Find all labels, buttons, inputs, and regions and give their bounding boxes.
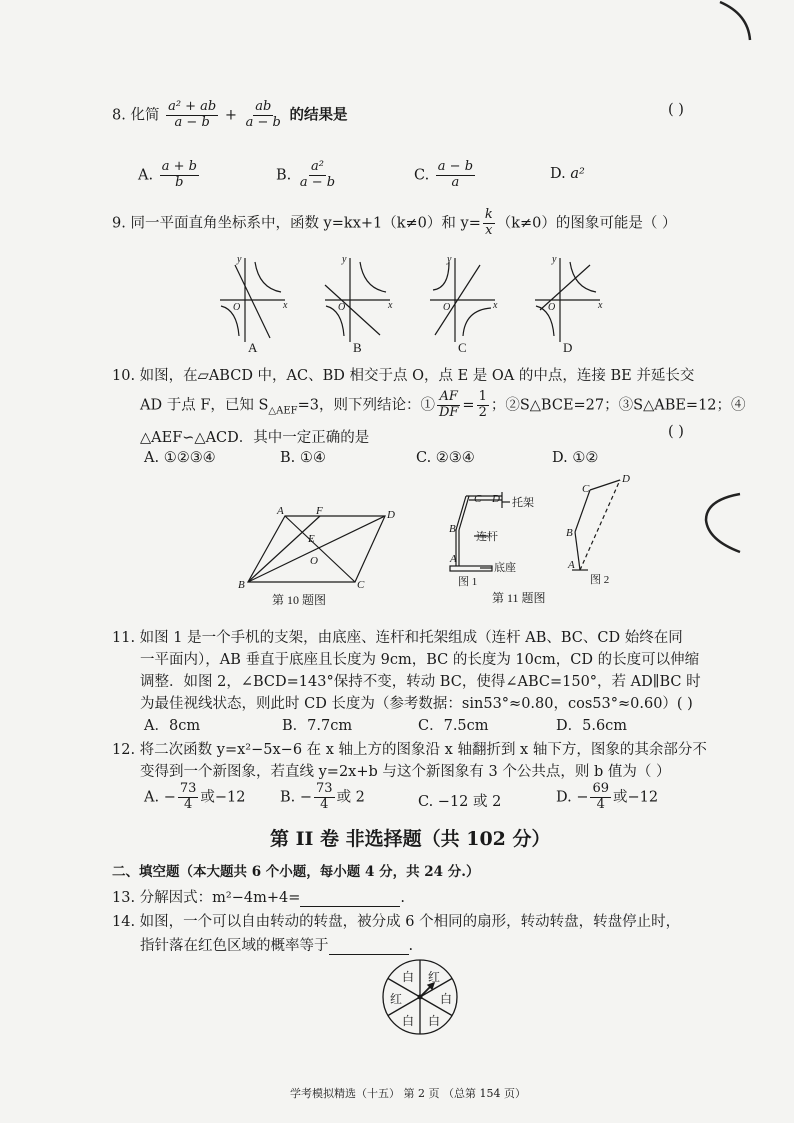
sector-6: 红 xyxy=(389,992,403,1006)
q8-answer-paren: ( ) xyxy=(668,102,684,118)
svg-text:连杆: 连杆 xyxy=(476,531,498,543)
q14-spinner xyxy=(378,955,462,1039)
fig10-parallelogram xyxy=(230,504,410,608)
svg-text:O: O xyxy=(443,302,451,313)
sector-4: 白 xyxy=(427,1014,441,1028)
svg-text:B: B xyxy=(566,527,573,539)
q11-option-c: C．7.5cm xyxy=(418,718,489,734)
svg-text:D: D xyxy=(622,473,630,485)
svg-text:A: A xyxy=(450,553,457,565)
page-edge-marks xyxy=(700,0,794,560)
q9-label-a: A xyxy=(248,340,258,355)
svg-text:y: y xyxy=(552,254,557,265)
svg-text:托架: 托架 xyxy=(512,497,534,509)
sector-5: 白 xyxy=(401,1014,415,1028)
svg-text:x: x xyxy=(598,300,603,311)
sector-1: 白 xyxy=(401,970,415,984)
sector-2: 红 xyxy=(427,970,441,984)
q12-option-d: D. − $\frac{69}{4}$ 或−12 xyxy=(556,781,659,812)
svg-text:A: A xyxy=(568,559,575,571)
svg-text:O: O xyxy=(548,302,556,313)
q11-line4: 为最佳视线状态，则此时 CD 长度为（参考数据：sin53°≈0.80，cos53°≈0.60）( ) xyxy=(140,696,693,712)
svg-text:C: C xyxy=(357,579,365,591)
q9-graphs xyxy=(215,250,605,355)
q11-line1: 11. 如图 1 是一个手机的支架，由底座、连杆和托架组成（连杆 AB、BC、CD 始终在同 xyxy=(112,630,683,646)
q9-graph-a xyxy=(220,258,285,342)
q12-option-c: C. −12 或 2 xyxy=(418,794,502,810)
q9-label-c: C xyxy=(458,340,467,355)
q11-option-d: D．5.6cm xyxy=(556,718,628,734)
q8-stem: 8. 化简 $\frac{\text{a² + ab}}{a - b}$ + $\frac{ab}{a - b}$ 的结果是 xyxy=(112,99,348,130)
q11-option-a: A．8cm xyxy=(144,718,201,734)
q11-line3: 调整．如图 2，∠BCD=143°保持不变，转动 BC，使得∠ABC=150°，若 AD∥BC 时 xyxy=(140,674,701,690)
q10-option-c: C. ②③④ xyxy=(416,450,475,466)
svg-text:C: C xyxy=(582,483,590,495)
q12-option-b: B. − $\frac{73}{4}$ 或 2 xyxy=(280,781,365,812)
q9-graph-d xyxy=(535,258,600,342)
svg-text:B: B xyxy=(238,579,245,591)
q10-line2: AD 于点 F，已知 $S_{\triangle AEF}=3$，则下列结论：① $\frac{AF}{DF}$ = $\frac{1}{2}$ ；②S△BCE=27；③S△ABE=12；④ xyxy=(140,389,746,420)
svg-text:A: A xyxy=(277,505,284,517)
q9-stem: 9. 同一平面直角坐标系中，函数 y=kx+1（k≠0）和 y= $\frac{k}{x}$ （k≠0）的图象可能是（ ） xyxy=(112,207,677,238)
q13: 13. 分解因式：m²−4m+4= . xyxy=(112,890,405,906)
q10-option-b: B. ①④ xyxy=(280,450,326,466)
fig10-caption: 第 10 题图 xyxy=(272,593,327,607)
part-2-heading: 二、填空题（本大题共 6 个小题，每小题 4 分，共 24 分.） xyxy=(112,864,480,880)
svg-text:y: y xyxy=(342,254,347,265)
svg-text:O: O xyxy=(310,555,318,567)
q10-line1: 10. 如图，在▱ABCD 中，AC、BD 相交于点 O，点 E 是 OA 的中点，连接 BE 并延长交 xyxy=(112,368,695,384)
q8-option-b: B. $\frac{\text{a²}}{a - b}$ xyxy=(276,159,336,190)
svg-text:O: O xyxy=(338,302,346,313)
q13-answer-blank[interactable] xyxy=(300,906,400,907)
section-2-title: 第 II 卷 非选择题（共 102 分） xyxy=(270,828,551,850)
fig11-phone-stand xyxy=(440,470,660,610)
svg-text:图 2: 图 2 xyxy=(590,574,610,586)
q11-option-b: B．7.7cm xyxy=(282,718,353,734)
q14-line1: 14. 如图，一个可以自由转动的转盘，被分成 6 个相同的扇形，转动转盘，转盘停止时， xyxy=(112,914,681,930)
svg-text:x: x xyxy=(493,300,498,311)
q9-label-d: D xyxy=(563,340,573,355)
q10-line3: △AEF∽△ACD．其中一定正确的是 xyxy=(140,430,370,446)
svg-text:y: y xyxy=(237,254,242,265)
q9-graph-c xyxy=(430,258,495,342)
q10-option-a: A. ①②③④ xyxy=(144,450,216,466)
svg-text:D: D xyxy=(387,509,395,521)
q9-label-b: B xyxy=(353,340,362,355)
svg-text:x: x xyxy=(283,300,288,311)
q10-option-d: D. ①② xyxy=(552,450,599,466)
svg-text:底座: 底座 xyxy=(494,562,516,574)
q9-graph-b xyxy=(325,258,390,342)
svg-text:E: E xyxy=(308,533,315,545)
q14-line2: 指针落在红色区域的概率等于 . xyxy=(140,938,414,954)
q12-line2: 变得到一个新图象，若直线 y=2x+b 与这个新图象有 3 个公共点，则 b 值为（ ） xyxy=(140,764,671,780)
svg-text:C: C xyxy=(474,493,482,505)
q8-option-d: D. a² xyxy=(550,166,585,182)
fig11-caption: 第 11 题图 xyxy=(492,591,546,605)
svg-text:O: O xyxy=(233,302,241,313)
svg-text:图 1: 图 1 xyxy=(458,576,478,588)
svg-text:B: B xyxy=(449,523,456,535)
q8-option-a: A. $\frac{a + b}{b}$ xyxy=(138,159,197,190)
svg-text:D: D xyxy=(492,493,500,505)
q11-line2: 一平面内），AB 垂直于底座且长度为 9cm，BC 的长度为 10cm，CD 的长度可以伸缩 xyxy=(140,652,700,668)
q12-option-a: A. − $\frac{73}{4}$ 或−12 xyxy=(144,781,246,812)
page-footer: 学考模拟精选（十五） 第 2 页 （总第 154 页） xyxy=(290,1087,526,1100)
q12-line1: 12. 将二次函数 y=x²−5x−6 在 x 轴上方的图象沿 x 轴翻折到 x 轴下方，图象的其余部分不 xyxy=(112,742,707,758)
sector-3: 白 xyxy=(439,992,453,1006)
svg-text:y: y xyxy=(447,254,452,265)
q10-answer-paren: ( ) xyxy=(668,424,684,440)
svg-text:F: F xyxy=(316,505,323,517)
svg-text:x: x xyxy=(388,300,393,311)
q8-option-c: C. $\frac{a - b}{a}$ xyxy=(414,159,474,190)
